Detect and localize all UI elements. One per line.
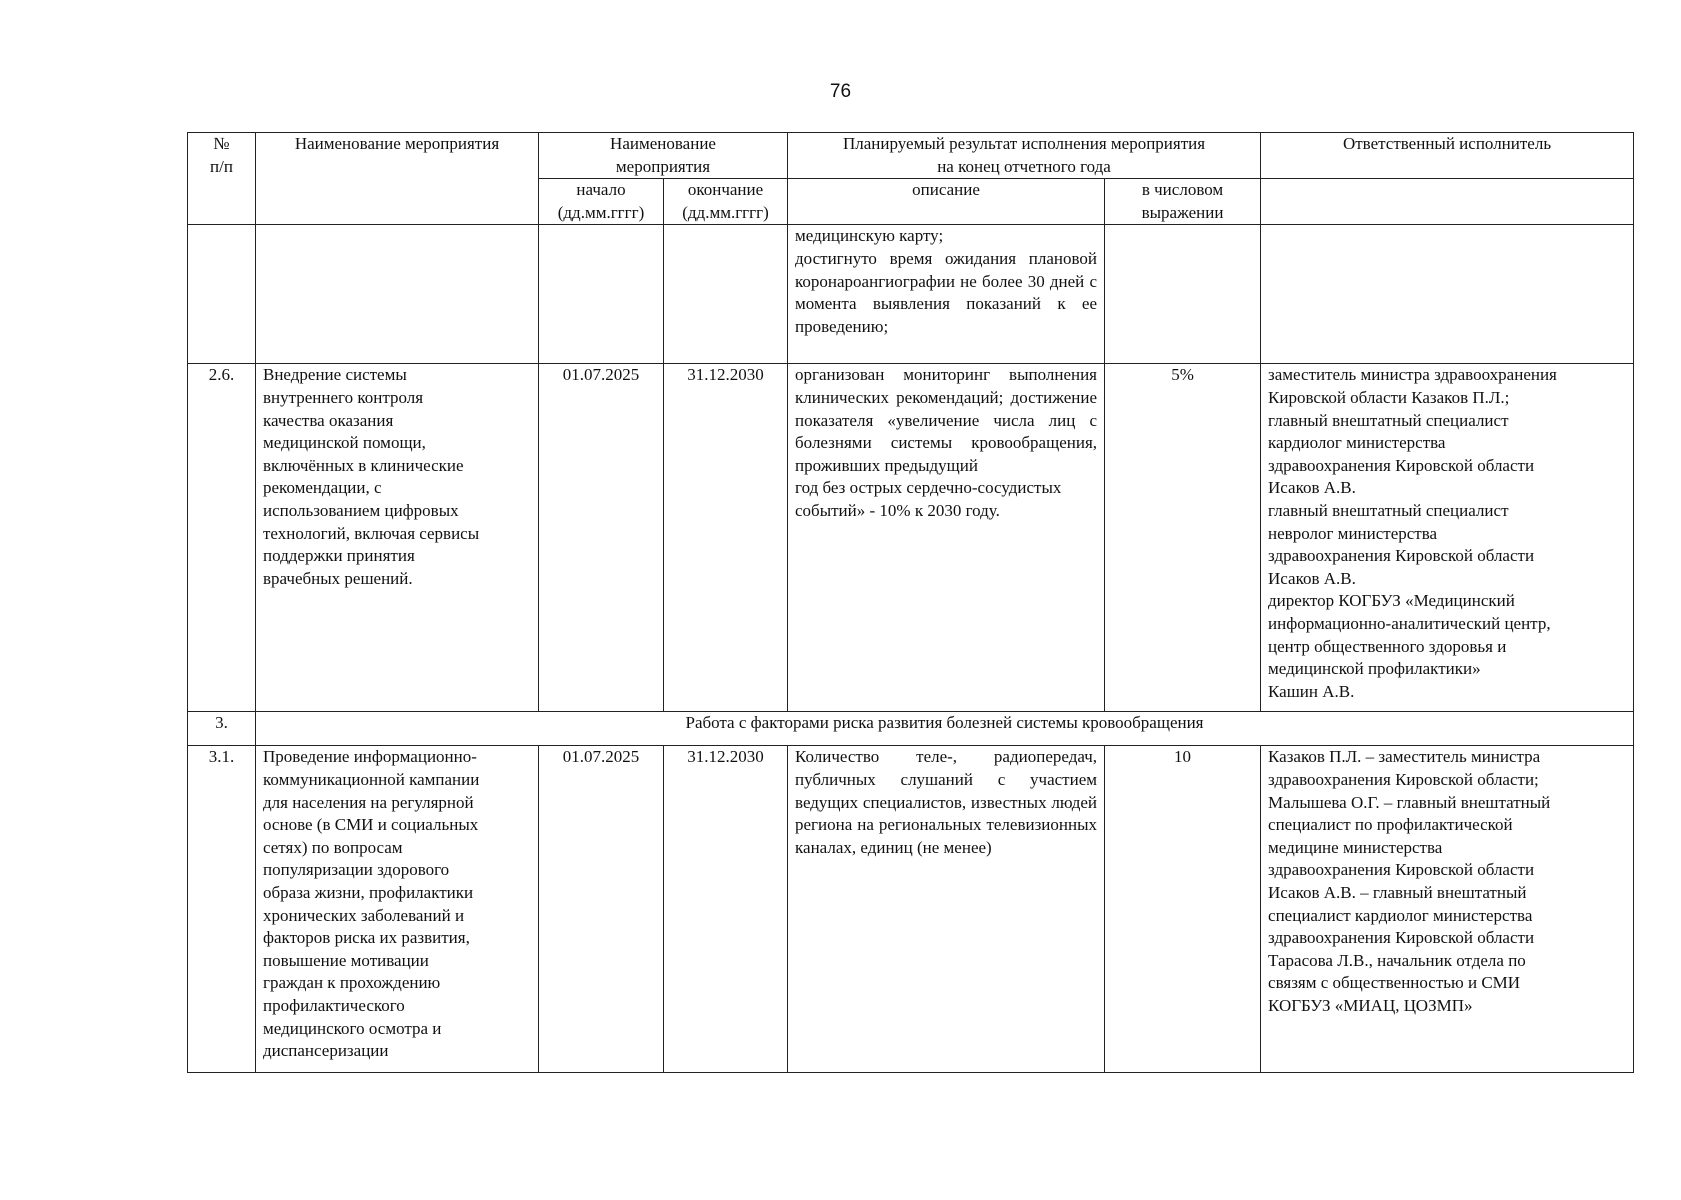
row-name: Внедрение системы внутреннего контроля качества оказания медицинской помощи, включённых в клинические рекомендации, с использованием цифровых технологий, включая сервисы поддержки принятия врачебных решений.: [256, 364, 539, 712]
table-row: [188, 225, 1634, 364]
row-name: [256, 225, 539, 364]
events-table: [187, 132, 1634, 1073]
header-planned-result: Планируемый результат исполнения мероприятия на конец отчетного года: [788, 133, 1261, 179]
section-row: [188, 712, 1634, 746]
row-start: 01.07.2025: [539, 746, 664, 1073]
row-end: [664, 225, 788, 364]
header-event-name: Наименование мероприятия: [256, 133, 539, 225]
row-num: [188, 225, 256, 364]
row-end: 31.12.2030: [664, 364, 788, 712]
row-name: Проведение информационно- коммуникационной кампании для населения на регулярной основе (в СМИ и социальных сетях) по вопросам популяризации здорового образа жизни, профилактики хронических заболеваний и факторов риска их развития, повышение мотивации граждан к прохождению профилактического медицинского осмотра и диспансеризации: [256, 746, 539, 1073]
row-value: 5%: [1105, 364, 1261, 712]
row-responsible: заместитель министра здравоохранения Кировской области Казаков П.Л.; главный внештатный специалист кардиолог министерства здравоохранения Кировской области Исаков А.В. главный внештатный специалист невролог министерства здравоохранения Кировской области Исаков А.В. директор КОГБУЗ «Медицинский информационно-аналитический центр, центр общественного здоровья и медицинской профилактики» Кашин А.В.: [1261, 364, 1634, 712]
row-start: 01.07.2025: [539, 364, 664, 712]
header-description: описание: [788, 179, 1105, 225]
row-num: 3.1.: [188, 746, 256, 1073]
table-row: [188, 364, 1634, 712]
section-title: Работа с факторами риска развития болезней системы кровообращения: [256, 712, 1634, 746]
header-start: начало (дд.мм.гггг): [539, 179, 664, 225]
header-empty: [1261, 179, 1634, 225]
page-number: 76: [829, 81, 852, 102]
header-numeric: в числовом выражении: [1105, 179, 1261, 225]
row-responsible: Казаков П.Л. – заместитель министра здравоохранения Кировской области; Малышева О.Г. – главный внештатный специалист по профилактической медицине министерства здравоохранения Кировской области Исаков А.В. – главный внештатный специалист кардиолог министерства здравоохранения Кировской области Тарасова Л.В., начальник отдела по связям с общественностью и СМИ КОГБУЗ «МИАЦ, ЦОЗМП»: [1261, 746, 1634, 1073]
table-row: [188, 746, 1634, 1073]
row-num: 2.6.: [188, 364, 256, 712]
row-value: [1105, 225, 1261, 364]
header-row-1: [188, 133, 1634, 179]
header-end: окончание (дд.мм.гггг): [664, 179, 788, 225]
header-responsible: Ответственный исполнитель: [1261, 133, 1634, 179]
section-num: 3.: [188, 712, 256, 746]
row-end: 31.12.2030: [664, 746, 788, 1073]
header-period: Наименование мероприятия: [539, 133, 788, 179]
row-value: 10: [1105, 746, 1261, 1073]
row-start: [539, 225, 664, 364]
header-num: № п/п: [188, 133, 256, 225]
row-description: организован мониторинг выполнения клинических рекомендаций; достижение показателя «увеличение числа лиц с болезнями системы кровообращения, проживших предыдущий год без острых сердечно-сосудистых событий» - 10% к 2030 году.: [788, 364, 1105, 712]
row-description: Количество теле-, радиопередач, публичных слушаний с участием ведущих специалистов, известных людей региона на региональных телевизионных каналах, единиц (не менее): [788, 746, 1105, 1073]
row-responsible: [1261, 225, 1634, 364]
row-description: медицинскую карту; достигнуто время ожидания плановой коронароангиографии не более 30 дней с момента выявления показаний к ее проведению;: [788, 225, 1105, 364]
